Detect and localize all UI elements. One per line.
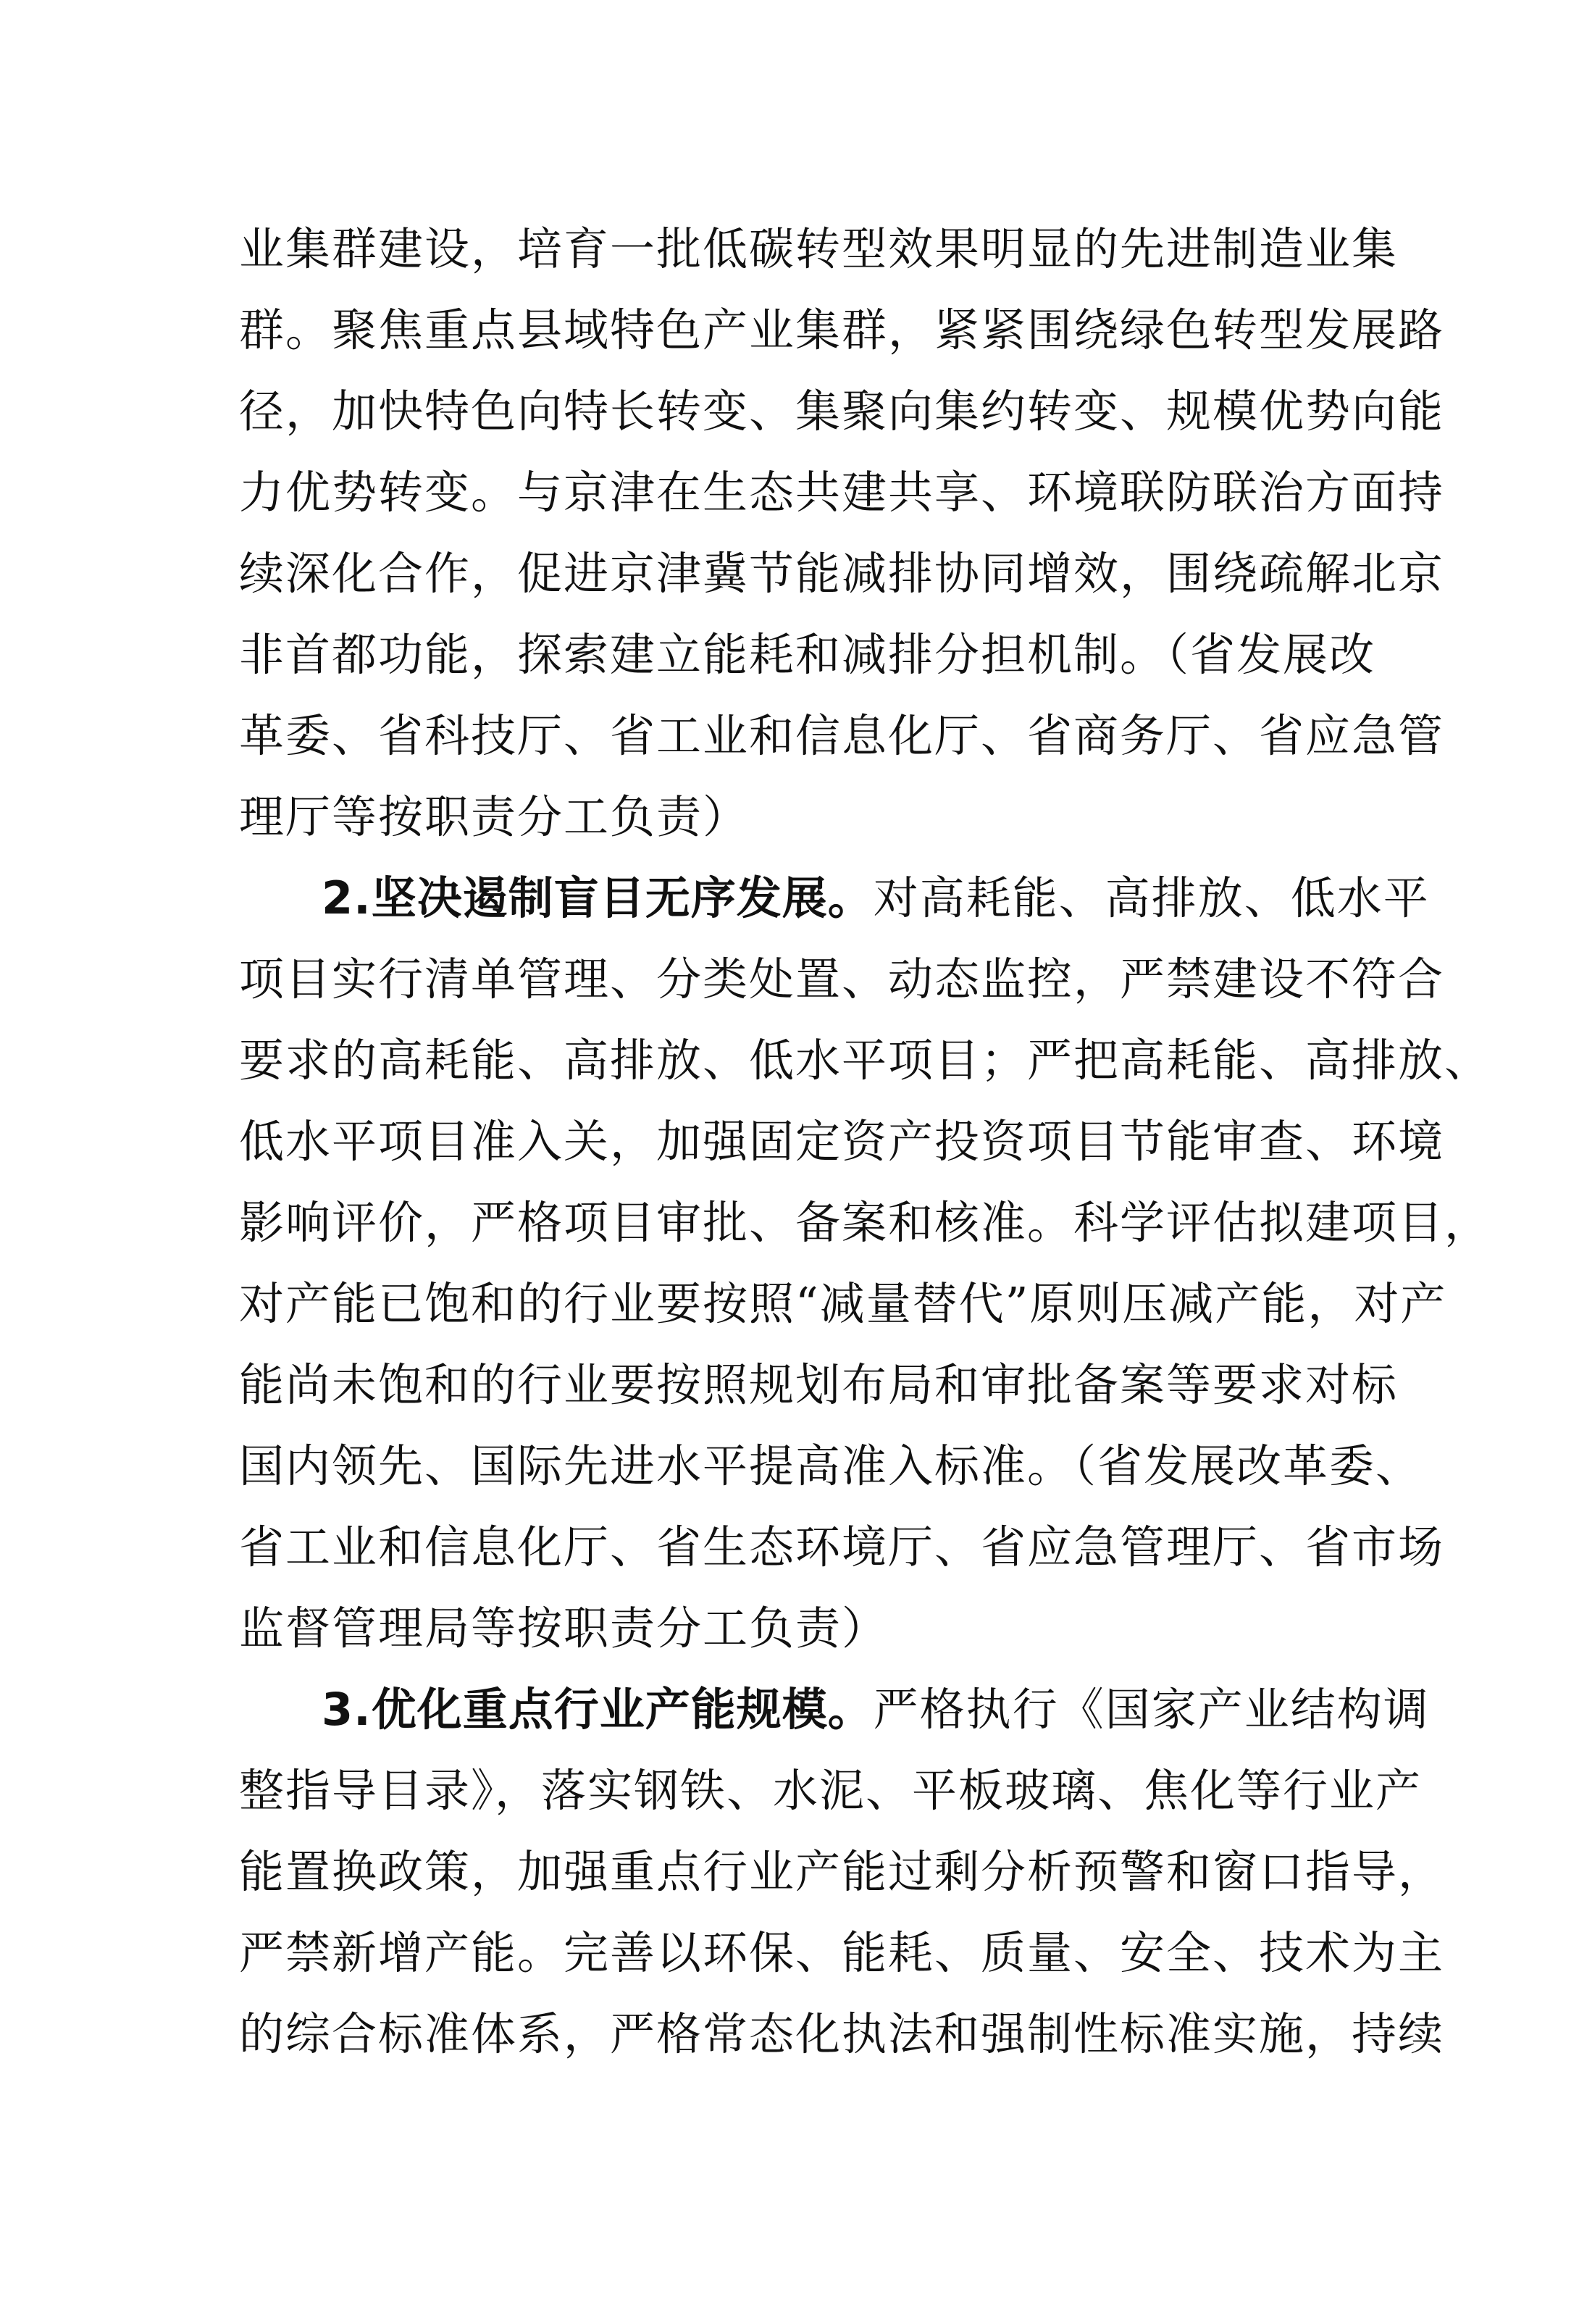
text-line: 革委、省科技厅、省工业和信息化厅、省商务厅、省应急管 — [239, 709, 1445, 762]
body-text — [239, 209, 1491, 2075]
text-line: 项目实行清单管理、分类处置、动态监控，严禁建设不符合 — [239, 953, 1445, 1006]
paragraph-1 — [239, 209, 1445, 858]
text-line: 理厅等按职责分工负责） — [239, 790, 750, 843]
text-line: 非首都功能，探索建立能耗和减排分担机制。（省发展改 — [239, 628, 1376, 681]
text-line: 严禁新增产能。完善以环保、能耗、质量、安全、技术为主 — [239, 1926, 1445, 1979]
text-line: 国内领先、国际先进水平提高准入标准。（省发展改革委、 — [239, 1439, 1423, 1492]
heading-line-rest: 对高耗能、高排放、低水平 — [873, 872, 1430, 924]
text-line: 监督管理局等按职责分工负责） — [239, 1602, 889, 1655]
section-heading: 2.坚决遏制盲目无序发展。 — [322, 872, 874, 924]
text-line: 能尚未饱和的行业要按照规划布局和审批备案等要求对标 — [239, 1358, 1399, 1411]
text-line: 省工业和信息化厅、省生态环境厅、省应急管理厅、省市场 — [239, 1521, 1445, 1573]
paragraph-3 — [239, 1669, 1445, 2075]
text-line: 能置换政策，加强重点行业产能过剩分析预警和窗口指导， — [239, 1845, 1445, 1898]
paragraph-2 — [239, 858, 1491, 1669]
text-line: 低水平项目准入关，加强固定资产投资项目节能审查、环境 — [239, 1115, 1445, 1168]
text-line — [239, 858, 1430, 939]
text-line: 径，加快特色向特长转变、集聚向集约转变、规模优势向能 — [239, 385, 1445, 438]
text-line: 续深化合作，促进京津冀节能减排协同增效，围绕疏解北京 — [239, 547, 1445, 600]
section-heading: 3.优化重点行业产能规模。 — [322, 1683, 874, 1736]
text-line: 业集群建设，培育一批低碳转型效果明显的先进制造业集 — [239, 222, 1399, 275]
text-line: 对产能已饱和的行业要按照“减量替代”原则压减产能，对产 — [239, 1277, 1447, 1330]
text-line: 的综合标准体系，严格常态化执法和强制性标准实施，持续 — [239, 2007, 1445, 2060]
text-line: 群。聚焦重点县域特色产业集群，紧紧围绕绿色转型发展路 — [239, 304, 1445, 356]
text-line: 力优势转变。与京津在生态共建共享、环境联防联治方面持 — [239, 466, 1445, 519]
text-line: 整指导目录》，落实钢铁、水泥、平板玻璃、焦化等行业产 — [239, 1764, 1423, 1817]
heading-line-rest: 严格执行《国家产业结构调 — [873, 1683, 1430, 1736]
text-line: 影响评价，严格项目审批、备案和核准。科学评估拟建项目， — [239, 1196, 1491, 1249]
text-line: 要求的高耗能、高排放、低水平项目；严把高耗能、高排放、 — [239, 1034, 1491, 1087]
text-line — [239, 1669, 1430, 1750]
